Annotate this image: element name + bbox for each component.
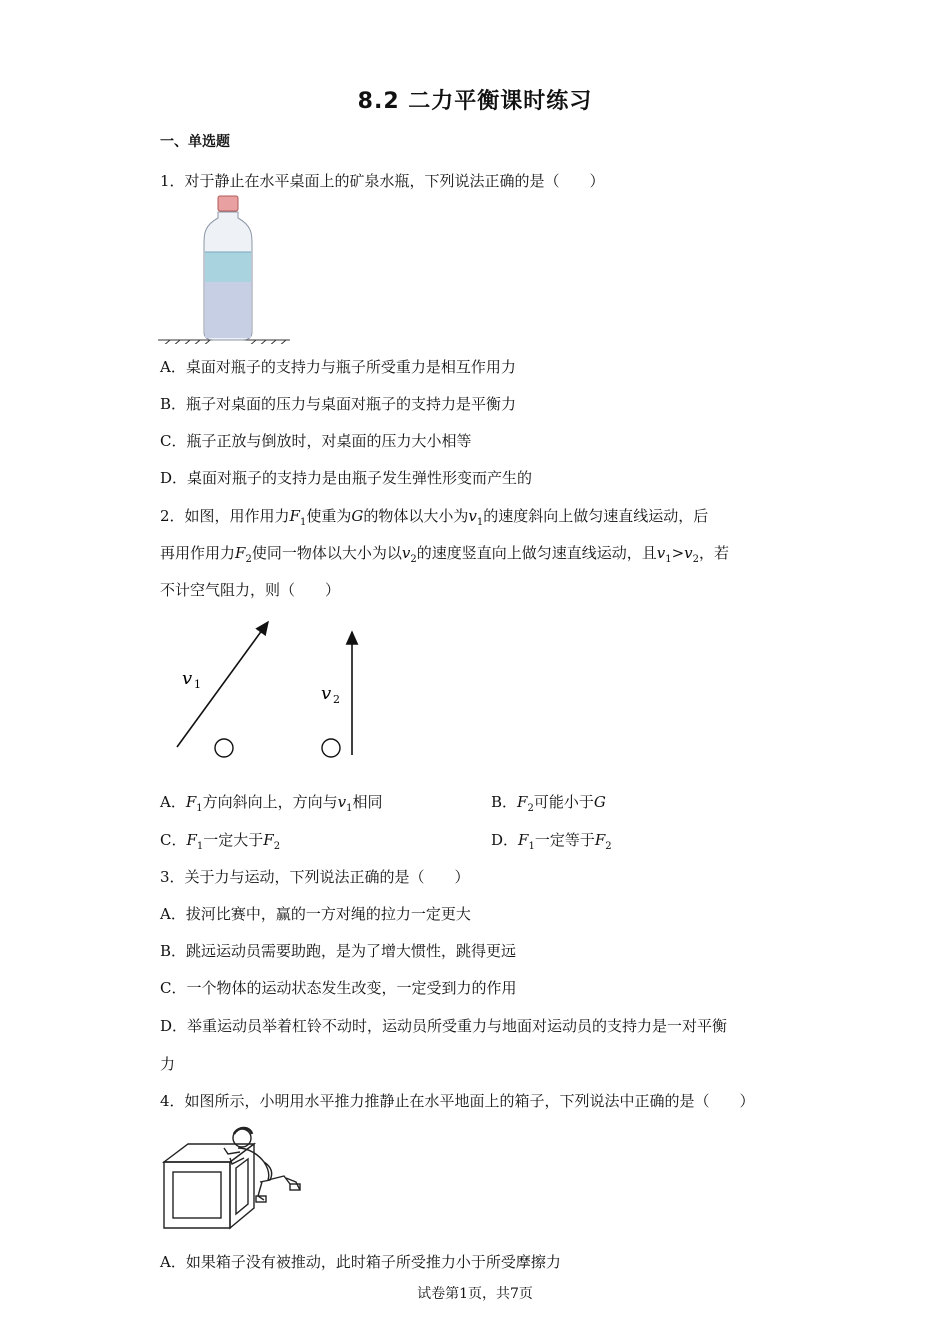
q3-option-c: C．一个物体的运动状态发生改变，一定受到力的作用 bbox=[160, 979, 517, 997]
q1-option-d: D．桌面对瓶子的支持力是由瓶子发生弹性形变而产生的 bbox=[160, 469, 533, 487]
q3-option-d-line2: 力 bbox=[160, 1055, 176, 1073]
page-footer: 试卷第1页，共7页 bbox=[417, 1286, 533, 1302]
q2-option-c: C．$F_1$一定大于$F_2$ bbox=[160, 831, 281, 852]
q3-option-a: A．拔河比赛中，赢的一方对绳的拉力一定更大 bbox=[160, 905, 471, 923]
velocity-diagram bbox=[170, 614, 370, 764]
v1-subscript: 1 bbox=[194, 678, 201, 691]
box-pushing-figure bbox=[158, 1124, 308, 1232]
v1-label: v bbox=[182, 668, 193, 689]
v2-subscript: 2 bbox=[333, 693, 340, 706]
q2-option-d: D．$F_1$一定等于$F_2$ bbox=[491, 831, 612, 852]
object-circle-2 bbox=[322, 739, 340, 757]
q2-line-1: 2．如图，用作用力$F_1$使重为G的物体以大小为$v_1$的速度斜向上做匀速直线运动，后 bbox=[160, 507, 709, 528]
q2-option-b: B．$F_2$可能小于G bbox=[491, 793, 606, 814]
q4-option-a: A．如果箱子没有被推动，此时箱子所受推力小于所受摩擦力 bbox=[160, 1253, 561, 1271]
q1-stem: 1．对于静止在水平桌面上的矿泉水瓶，下列说法正确的是（ ） bbox=[160, 172, 605, 190]
q1-option-a: A．桌面对瓶子的支持力与瓶子所受重力是相互作用力 bbox=[160, 358, 516, 376]
q3-option-d-line1: D．举重运动员举着杠铃不动时，运动员所受重力与地面对运动员的支持力是一对平衡 bbox=[160, 1017, 728, 1035]
object-circle-1 bbox=[215, 739, 233, 757]
water-bottle-figure bbox=[158, 194, 290, 344]
q1-option-b: B．瓶子对桌面的压力与桌面对瓶子的支持力是平衡力 bbox=[160, 395, 517, 413]
page-title: 8.2 二力平衡课时练习 bbox=[357, 89, 593, 114]
q3-option-b: B．跳远运动员需要助跑，是为了增大惯性，跳得更远 bbox=[160, 942, 517, 960]
q3-stem: 3．关于力与运动，下列说法正确的是（ ） bbox=[160, 868, 470, 886]
q1-option-c: C．瓶子正放与倒放时，对桌面的压力大小相等 bbox=[160, 432, 472, 450]
section-heading: 一、单选题 bbox=[160, 134, 230, 150]
q4-stem: 4．如图所示，小明用水平推力推静止在水平地面上的箱子，下列说法中正确的是（ ） bbox=[160, 1092, 755, 1110]
q2-line-3: 不计空气阻力，则（ ） bbox=[160, 581, 341, 599]
q2-option-a: A．$F_1$方向斜向上，方向与$v_1$相同 bbox=[160, 793, 383, 814]
q2-line-2: 再用作用力$F_2$使同一物体以大小为以$v_2$的速度竖直向上做匀速直线运动，且$v_1>v_2$，若 bbox=[160, 544, 730, 565]
v2-label: v bbox=[321, 683, 332, 704]
